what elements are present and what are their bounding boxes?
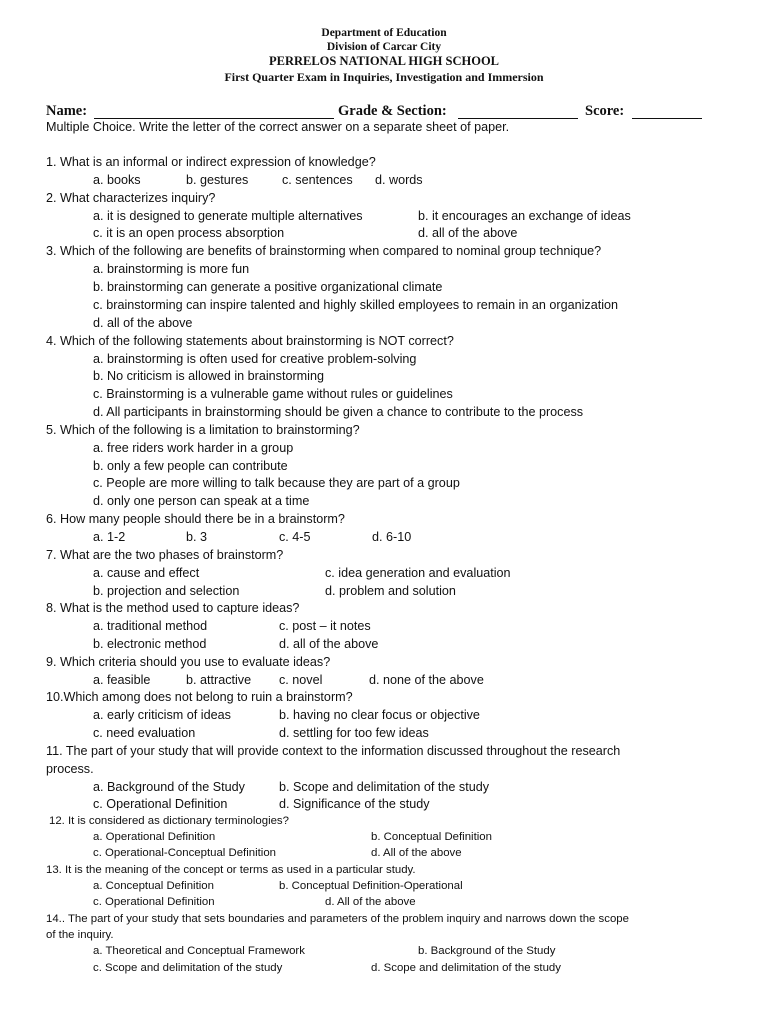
choice-b: b. having no clear focus or objective [279,708,480,722]
choice-a: a. free riders work harder in a group [93,441,294,455]
choice-d: d. Significance of the study [279,797,430,811]
instructions: Multiple Choice. Write the letter of the correct answer on a separate sheet of paper. [46,120,510,134]
choice-c: c. Operational Definition [93,896,215,908]
choice-b: b. it encourages an exchange of ideas [418,209,631,223]
choice-b: b. Conceptual Definition [371,831,492,843]
choice-a: a. books [93,173,141,187]
choice-d: d. All participants in brainstorming should be given a chance to contribute to the process [93,405,584,419]
choice-c: c. Operational Definition [93,797,228,811]
grade-section-label: Grade & Section: [338,103,447,119]
choice-d: d. none of the above [369,673,484,687]
choice-c: c. Scope and delimitation of the study [93,962,283,974]
choice-a: a. it is designed to generate multiple alternatives [93,209,363,223]
choice-d: d. settling for too few ideas [279,726,429,740]
choice-a: a. 1-2 [93,530,126,544]
choice-b: b. attractive [186,673,252,687]
choice-a: a. early criticism of ideas [93,708,231,722]
choice-c: c. Operational-Conceptual Definition [93,847,276,859]
choice-c: c. brainstorming can inspire talented and highly skilled employees to remain in an organization [93,298,619,312]
choice-b: b. Background of the Study [418,945,556,957]
choice-b: b. projection and selection [93,584,240,598]
exam-title: First Quarter Exam in Inquiries, Investigation and Immersion [224,70,544,84]
question-text: 2. What characterizes inquiry? [46,191,216,205]
choice-c: c. post – it notes [279,619,371,633]
choice-c: c. People are more willing to talk because they are part of a group [93,476,460,490]
choice-b: b. No criticism is allowed in brainstorming [93,369,324,383]
question-text: 13. It is the meaning of the concept or terms as used in a particular study. [46,864,416,876]
score-blank[interactable] [632,118,702,119]
choice-a: a. brainstorming is often used for creative problem-solving [93,352,417,366]
choice-d: d. 6-10 [372,530,412,544]
question-text: 12. It is considered as dictionary terminologies? [49,815,289,827]
question-text: 1. What is an informal or indirect expression of knowledge? [46,155,376,169]
choice-b: b. gestures [186,173,249,187]
grade-section-blank[interactable] [458,118,578,119]
question-text: 8. What is the method used to capture ideas? [46,601,300,615]
choice-a: a. Background of the Study [93,780,245,794]
choice-c: c. idea generation and evaluation [325,566,511,580]
score-label: Score: [585,103,625,119]
question-text: 3. Which of the following are benefits of brainstorming when compared to nominal group technique? [46,244,602,258]
choice-d: d. All of the above [325,896,416,908]
choice-a: a. Conceptual Definition [93,880,214,892]
school-heading: PERRELOS NATIONAL HIGH SCHOOL [268,54,500,68]
question-text: 9. Which criteria should you use to evaluate ideas? [46,655,331,669]
question-text: 10.Which among does not belong to ruin a brainstorm? [46,690,353,704]
choice-c: c. sentences [282,173,353,187]
choice-b: b. only a few people can contribute [93,459,288,473]
choice-a: a. traditional method [93,619,208,633]
choice-b: b. brainstorming can generate a positive organizational climate [93,280,443,294]
question-text: 14.. The part of your study that sets boundaries and parameters of the problem inquiry and narrows down the scope [46,913,629,925]
choice-c: c. 4-5 [279,530,311,544]
choice-d: d. all of the above [279,637,379,651]
choice-d: d. words [375,173,423,187]
choice-c: c. Brainstorming is a vulnerable game without rules or guidelines [93,387,453,401]
choice-a: a. Theoretical and Conceptual Framework [93,945,305,957]
choice-d: d. All of the above [371,847,462,859]
choice-d: d. all of the above [418,226,518,240]
question-text: 11. The part of your study that will provide context to the information discussed throughout the research [46,744,621,758]
question-text-continued: of the inquiry. [46,929,114,941]
choice-a: a. Operational Definition [93,831,216,843]
choice-d: d. Scope and delimitation of the study [371,962,561,974]
choice-b: b. Conceptual Definition-Operational [279,880,463,892]
department-heading: Department of Education [321,27,447,39]
choice-d: d. only one person can speak at a time [93,494,310,508]
question-text: 4. Which of the following statements about brainstorming is NOT correct? [46,334,454,348]
choice-a: a. brainstorming is more fun [93,262,250,276]
choice-b: b. 3 [186,530,208,544]
name-label: Name: [46,103,88,119]
choice-a: a. cause and effect [93,566,200,580]
choice-b: b. Scope and delimitation of the study [279,780,490,794]
choice-b: b. electronic method [93,637,207,651]
question-text: 6. How many people should there be in a brainstorm? [46,512,345,526]
choice-d: d. problem and solution [325,584,456,598]
choice-c: c. need evaluation [93,726,196,740]
name-blank[interactable] [94,118,334,119]
choice-d: d. all of the above [93,316,193,330]
choice-a: a. feasible [93,673,151,687]
choice-c: c. it is an open process absorption [93,226,285,240]
choice-c: c. novel [279,673,323,687]
question-text: 7. What are the two phases of brainstorm? [46,548,284,562]
question-text-continued: process. [46,762,94,776]
question-text: 5. Which of the following is a limitation to brainstorming? [46,423,360,437]
division-heading: Division of Carcar City [326,41,442,53]
